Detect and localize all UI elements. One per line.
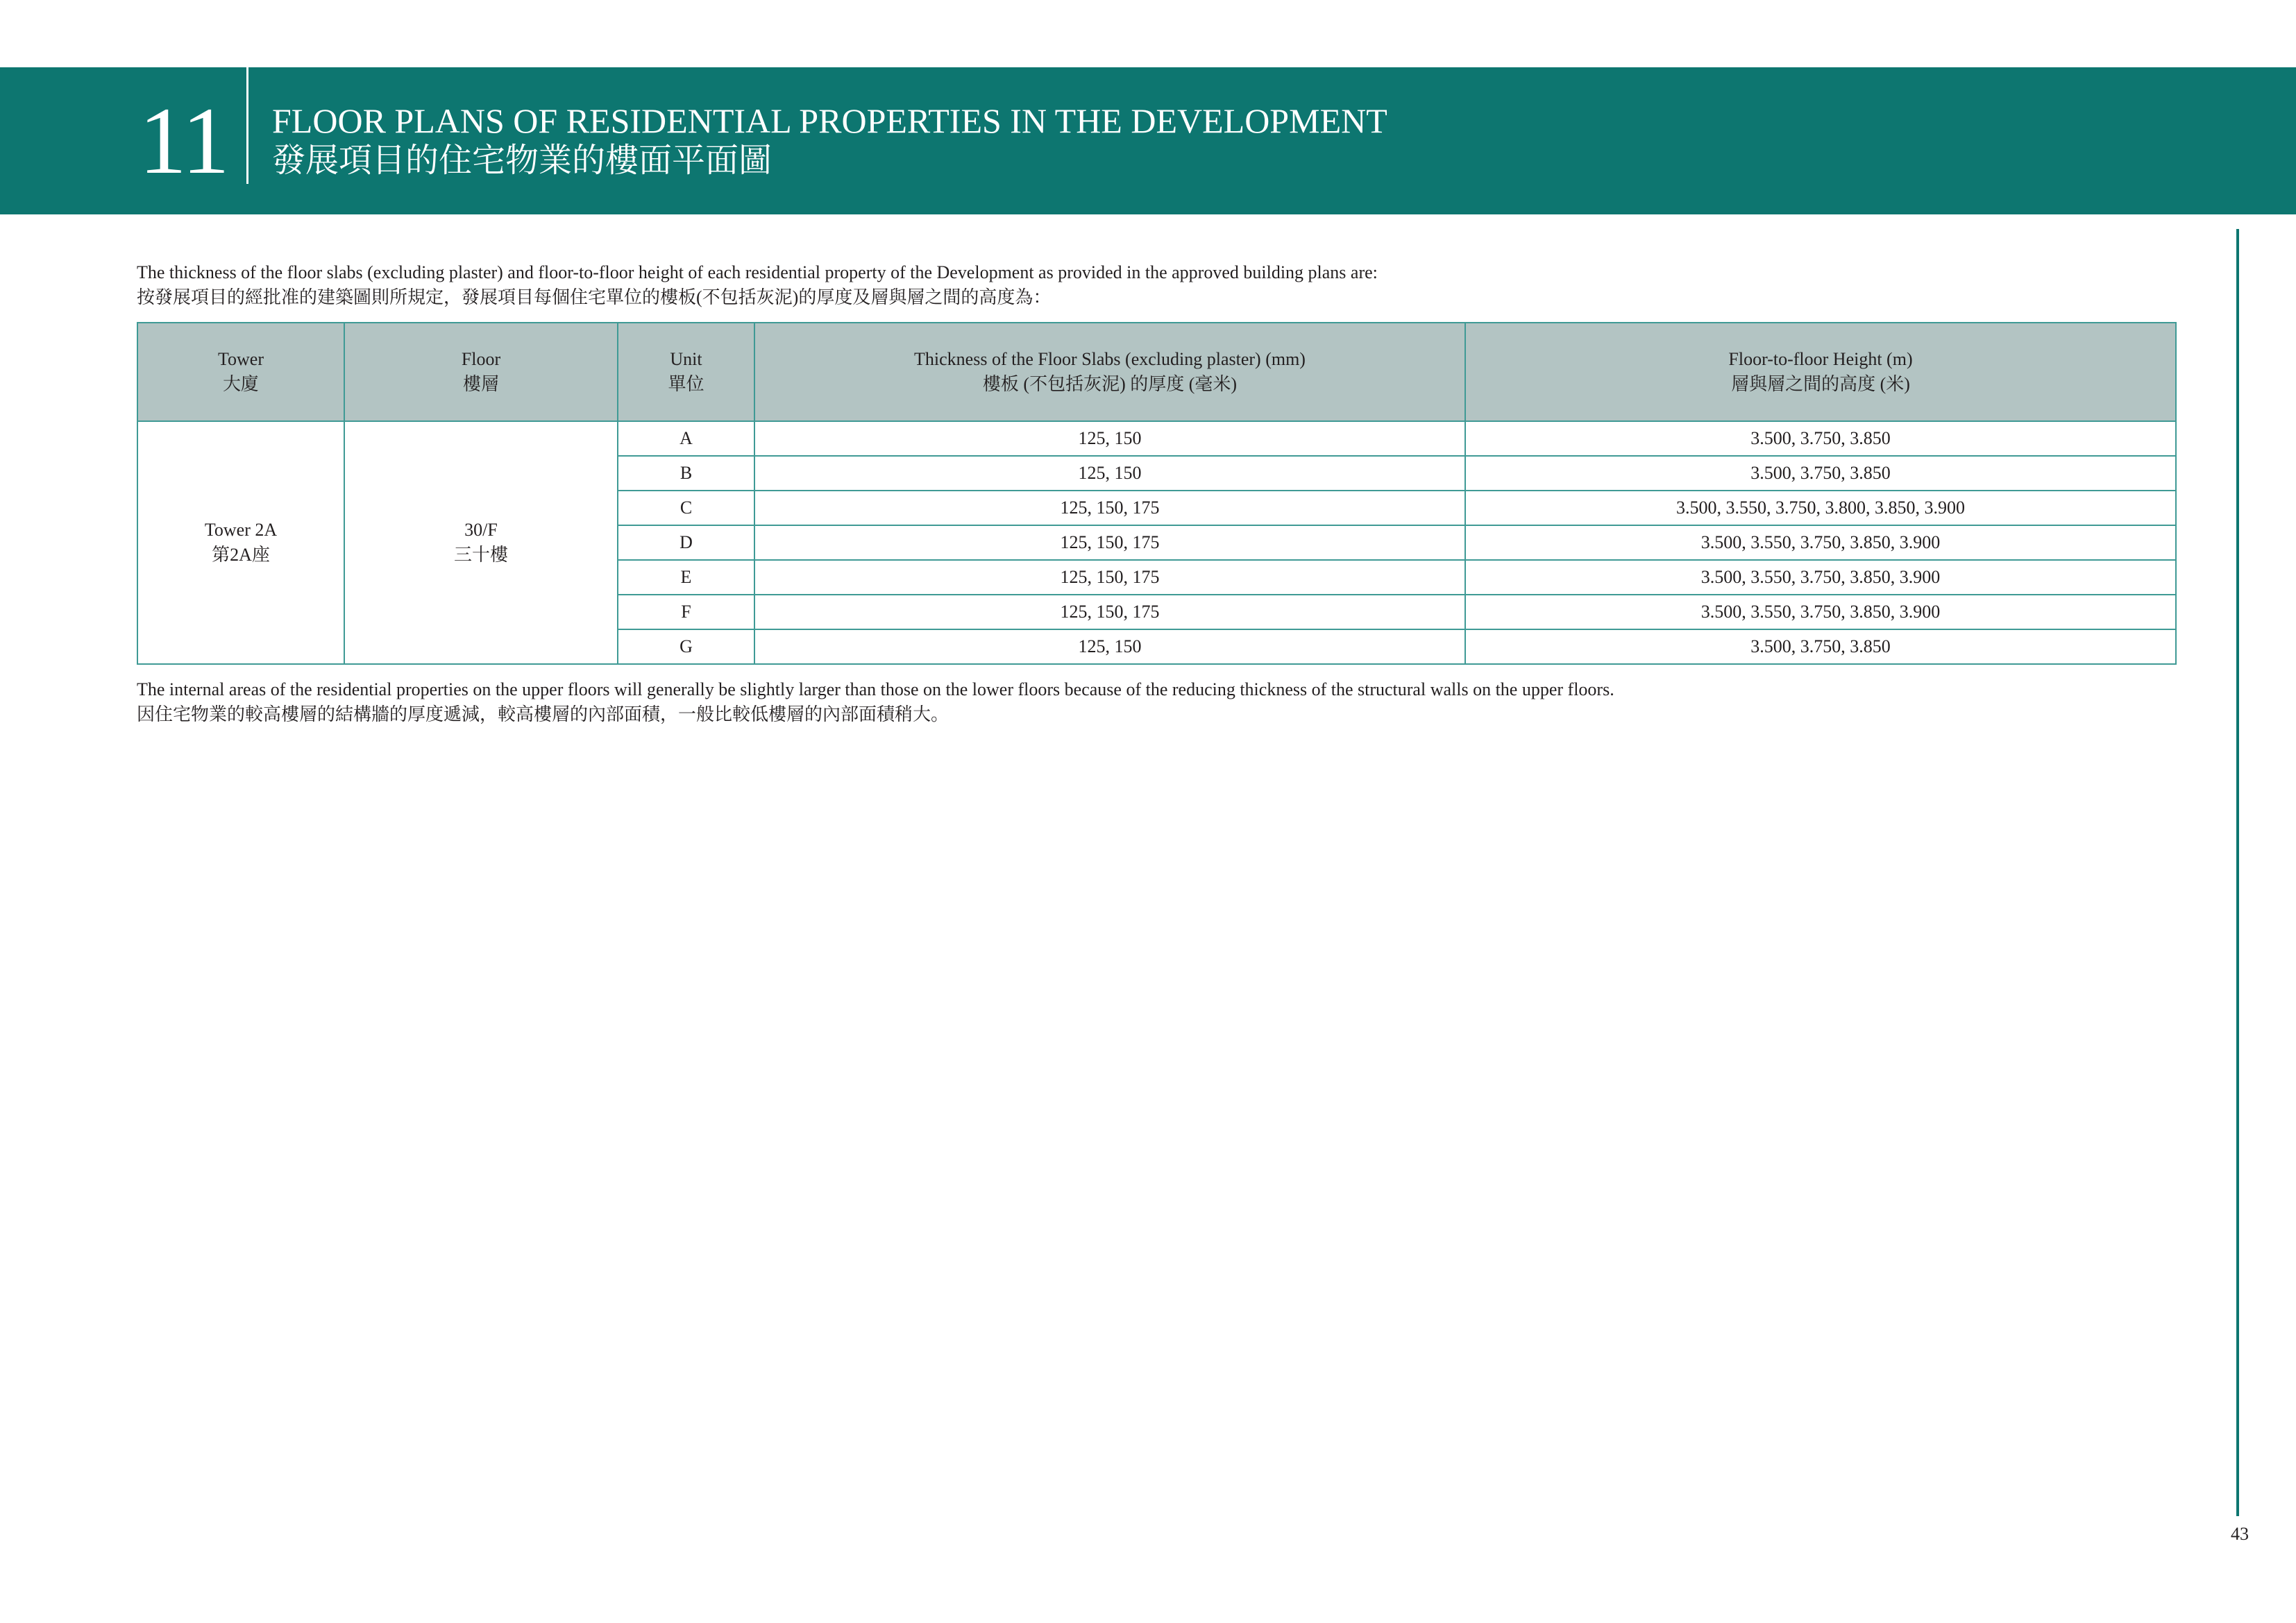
unit-cell: C [618, 491, 754, 525]
header-floor-height: Floor-to-floor Height (m) 層與層之間的高度 (米) [1465, 323, 2176, 421]
header-slab-thickness: Thickness of the Floor Slabs (excluding plaster) (mm) 樓板 (不包括灰泥) 的厚度 (毫米) [754, 323, 1465, 421]
unit-cell: D [618, 525, 754, 560]
header-unit: Unit 單位 [618, 323, 754, 421]
thickness-cell: 125, 150, 175 [754, 560, 1465, 595]
unit-cell: F [618, 595, 754, 629]
table-row [137, 421, 2176, 456]
header-floor: Floor 樓層 [344, 323, 618, 421]
thickness-cell: 125, 150, 175 [754, 525, 1465, 560]
thickness-cell: 125, 150 [754, 629, 1465, 664]
unit-cell: B [618, 456, 754, 491]
unit-cell: G [618, 629, 754, 664]
table-header-row [137, 323, 2176, 421]
side-rule [2236, 229, 2239, 1516]
floor-cell: 30/F 三十樓 [344, 421, 618, 664]
thickness-cell: 125, 150 [754, 421, 1465, 456]
footnote [137, 677, 2184, 727]
unit-cell: A [618, 421, 754, 456]
height-cell: 3.500, 3.750, 3.850 [1465, 421, 2176, 456]
chapter-title-en: FLOOR PLANS OF RESIDENTIAL PROPERTIES IN THE DEVELOPMENT [272, 101, 1387, 140]
chapter-title-zh: 發展項目的住宅物業的樓面平面圖 [272, 142, 773, 179]
unit-cell: E [618, 560, 754, 595]
page-number: 43 [2231, 1524, 2249, 1544]
tower-cell: Tower 2A 第2A座 [137, 421, 344, 664]
intro-text-zh: 按發展項目的經批准的建築圖則所規定，發展項目每個住宅單位的樓板(不包括灰泥)的厚度及層與層之間的高度為： [137, 287, 1052, 307]
height-cell: 3.500, 3.550, 3.750, 3.800, 3.850, 3.900 [1465, 491, 2176, 525]
footnote-en: The internal areas of the residential properties on the upper floors will generally be slightly larger than those on the lower floors because of the reducing thickness of the structural walls on the upper floors. [137, 679, 1614, 699]
floor-slab-table [137, 322, 2177, 665]
footnote-zh: 因住宅物業的較高樓層的結構牆的厚度遞減，較高樓層的內部面積，一般比較低樓層的內部面積稍大。 [137, 704, 949, 724]
intro-text-en: The thickness of the floor slabs (excluding plaster) and floor-to-floor height of each residential property of the Development as provided in the approved building plans are: [137, 262, 1378, 282]
height-cell: 3.500, 3.750, 3.850 [1465, 456, 2176, 491]
height-cell: 3.500, 3.550, 3.750, 3.850, 3.900 [1465, 525, 2176, 560]
height-cell: 3.500, 3.550, 3.750, 3.850, 3.900 [1465, 595, 2176, 629]
thickness-cell: 125, 150, 175 [754, 491, 1465, 525]
header-divider [246, 67, 248, 184]
height-cell: 3.500, 3.550, 3.750, 3.850, 3.900 [1465, 560, 2176, 595]
intro-text [137, 260, 2184, 310]
thickness-cell: 125, 150, 175 [754, 595, 1465, 629]
chapter-number: 11 [139, 87, 228, 194]
height-cell: 3.500, 3.750, 3.850 [1465, 629, 2176, 664]
header-tower: Tower 大廈 [137, 323, 344, 421]
thickness-cell: 125, 150 [754, 456, 1465, 491]
